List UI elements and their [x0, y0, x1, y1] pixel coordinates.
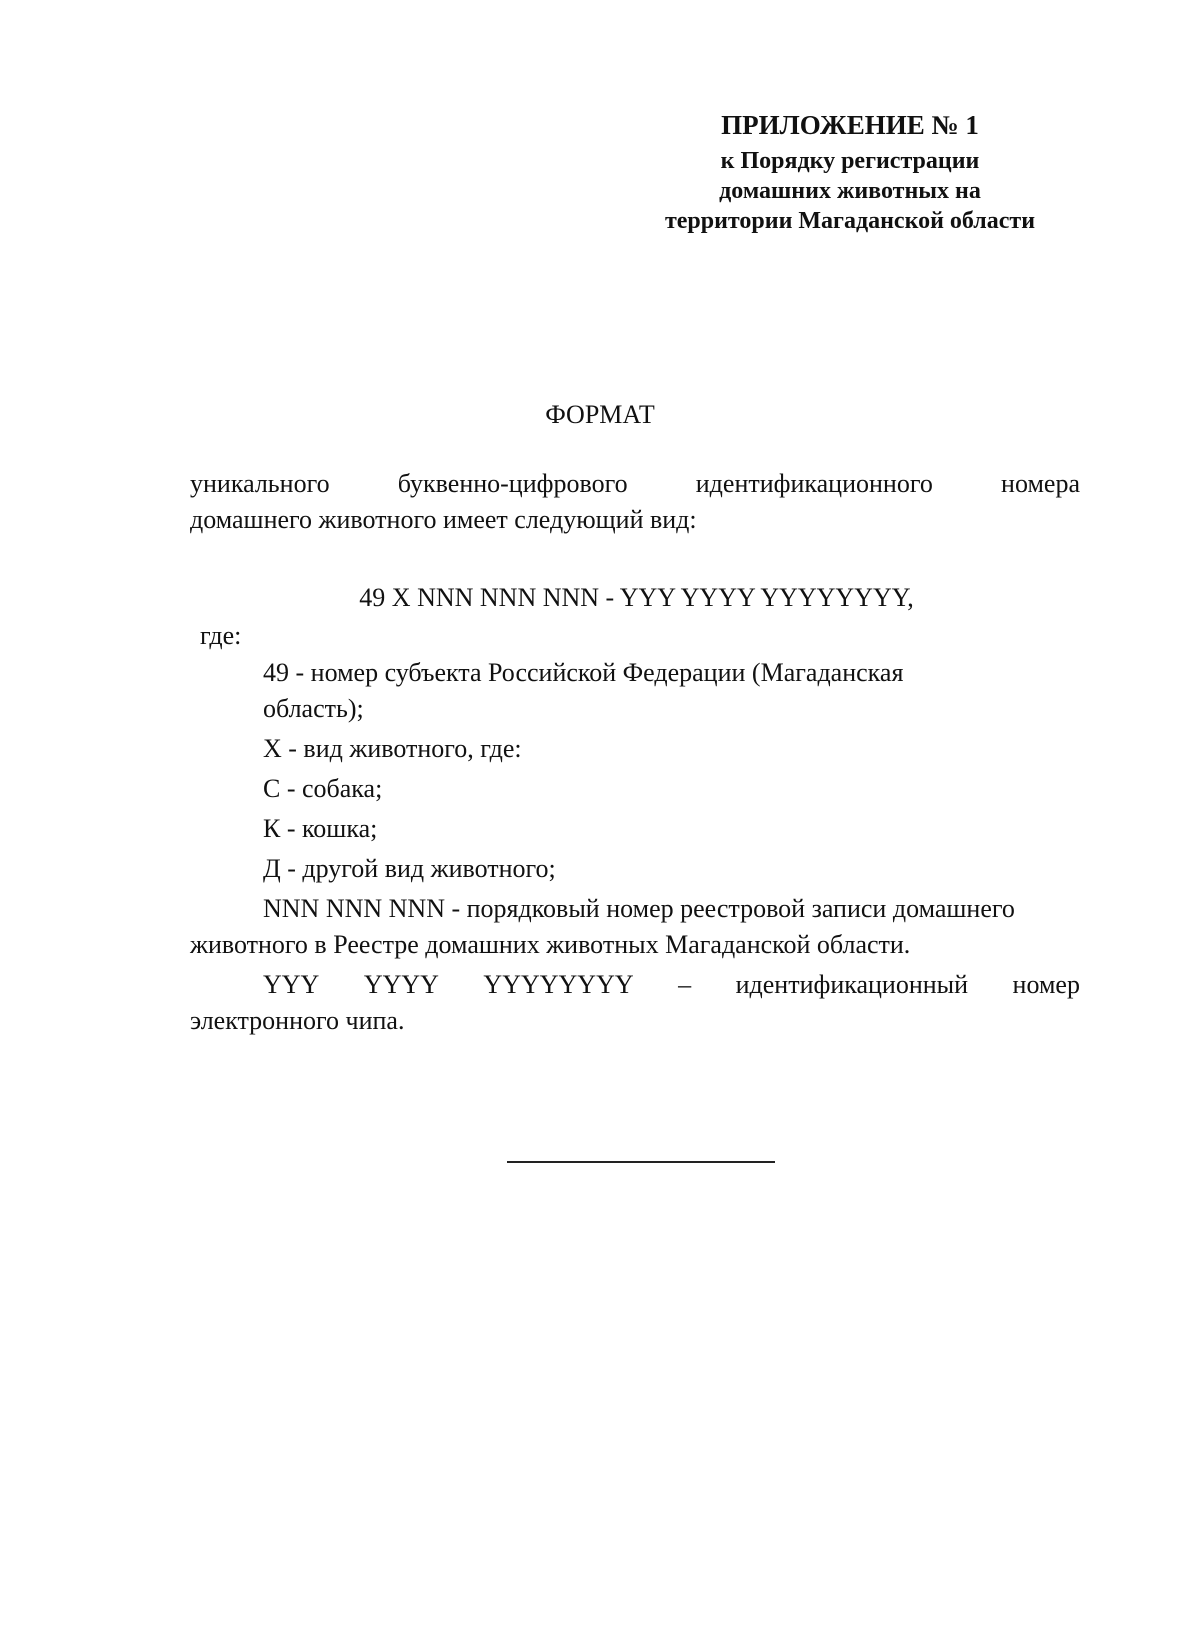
definition-dog: С - собака;: [263, 774, 383, 803]
definitions-list: [190, 655, 1080, 1039]
intro-line-1: [190, 466, 1080, 502]
intro-line-2: домашнего животного имеет следующий вид:: [190, 505, 697, 534]
appendix-subtitle-line-1: к Порядку регистрации: [720, 148, 980, 174]
definition-chip-line-2: электронного чипа.: [190, 1006, 405, 1035]
intro-word: буквенно-цифрового: [397, 469, 628, 498]
appendix-header: [620, 108, 1080, 236]
intro-word: уникального: [190, 469, 330, 498]
chip-word: идентификационный: [735, 970, 969, 999]
chip-word: –: [678, 970, 692, 999]
definition-region-line-1: [190, 655, 1036, 691]
id-format-template: 49 X NNN NNN NNN - YYY YYYY YYYYYYYY,: [359, 583, 914, 612]
definition-region-line-2: область);: [263, 694, 364, 723]
definition-region-text: 49 - номер субъекта Российской Федерации (Магаданская: [263, 658, 904, 687]
intro-paragraph: [190, 466, 1080, 538]
definition-chip-line-1: [190, 967, 1080, 1003]
appendix-subtitle-line-3: территории Магаданской области: [664, 208, 1036, 234]
chip-word: YYY: [263, 970, 320, 999]
intro-word: номера: [1001, 469, 1080, 498]
definition-cat: К - кошка;: [263, 814, 378, 843]
chip-word: YYYY: [363, 970, 439, 999]
where-label: где:: [200, 621, 242, 650]
document-title: ФОРМАТ: [545, 400, 655, 429]
definition-animal-type: X - вид животного, где:: [263, 734, 522, 763]
chip-word: номер: [1012, 970, 1080, 999]
definition-registry-line-2: животного в Реестре домашних животных Магаданской области.: [190, 930, 911, 959]
appendix-subtitle-line-2: домашних животных на: [719, 178, 981, 204]
intro-word: идентификационного: [695, 469, 933, 498]
closing-rule: [507, 1161, 775, 1163]
definition-other: Д - другой вид животного;: [263, 854, 556, 883]
chip-word: YYYYYYYY: [483, 970, 634, 999]
definition-registry-line-1: NNN NNN NNN - порядковый номер реестровой записи домашнего: [263, 894, 1015, 923]
appendix-title: ПРИЛОЖЕНИЕ № 1: [721, 110, 979, 140]
